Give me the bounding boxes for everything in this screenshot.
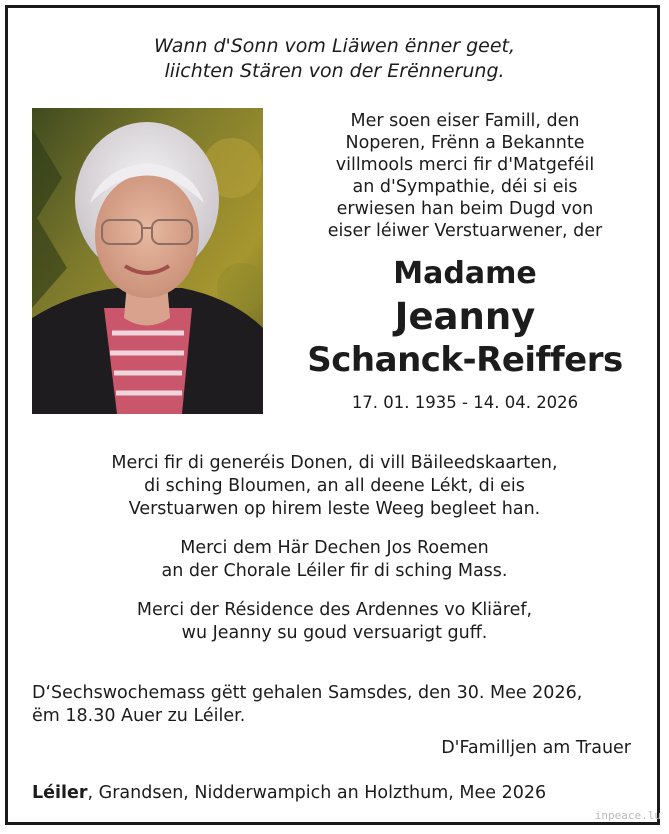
thanks-line: villmools merci fir d'Matgeféil [335,155,595,175]
thanks-line: Noperen, Frënn a Bekannte [345,133,585,153]
gratitude-line: di sching Bloumen, an all deene Lékt, di eis [144,476,525,496]
gratitude-block-3 [0,599,669,645]
gratitude-block-2 [0,537,669,583]
gratitude-line: wu Jeanny su goud versuarigt guff. [181,623,488,643]
places-rest: , Grandsen, Nidderwampich an Holzthum, Mee 2026 [87,783,547,803]
thanks-line: erwiesen han beim Dugd von [336,199,594,219]
gratitude-line: Verstuarwen op hirem leste Weeg begleet han. [128,499,541,519]
deceased-title: Madame [393,256,537,291]
motto [0,34,669,84]
thanks-text [300,110,630,242]
places-line [32,782,546,805]
gratitude-line: Merci der Résidence des Ardennes vo Kliäref, [136,600,533,620]
watermark: inpeace.lu [594,809,661,822]
thanks-line: an d'Sympathie, déi si eis [352,177,578,197]
gratitude-line: an der Chorale Léiler fir di sching Mass. [161,561,508,581]
motto-line-1: Wann d'Sonn vom Liäwen ënner geet, [153,35,516,57]
gratitude-line: Merci dem Här Dechen Jos Roemen [180,538,489,558]
gratitude-line: Merci fir di generéis Donen, di vill Bäileedskaarten, [111,453,558,473]
life-dates: 17. 01. 1935 - 14. 04. 2026 [351,393,579,412]
thanks-line: eiser léiwer Verstuarwener, der [327,221,603,241]
mass-line-2: ëm 18.30 Auer zu Léiler. [32,706,246,726]
mass-announcement [32,682,582,728]
gratitude-block-1 [0,452,669,521]
portrait-photo [32,108,263,414]
thanks-line: Mer soen eiser Famill, den [350,111,580,131]
motto-line-2: liichten Stären von der Erënnerung. [164,60,505,82]
places-bold: Léiler [32,783,88,803]
deceased-last-name: Schanck-Reiffers [307,340,623,380]
family-signature: D'Familljen am Trauer [441,738,631,758]
mass-line-1: D‘Sechswochemass gëtt gehalen Samsdes, den 30. Mee 2026, [32,683,583,703]
deceased-first-name: Jeanny [394,295,536,338]
